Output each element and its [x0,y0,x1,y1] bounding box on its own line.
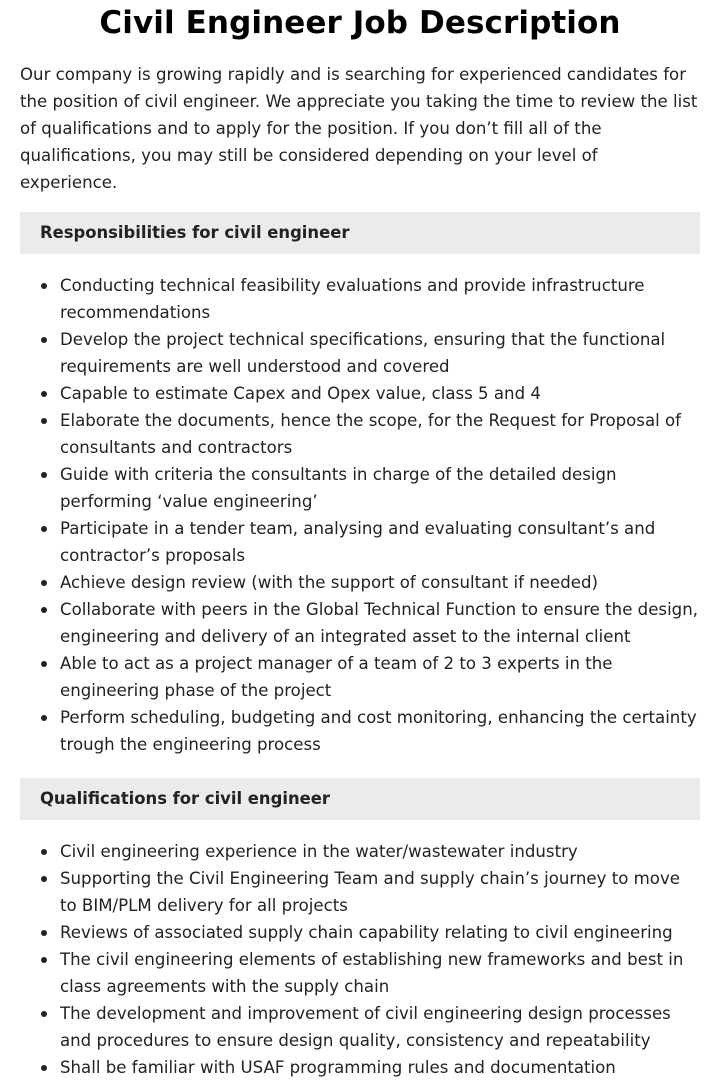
list-item: Develop the project technical specifications, ensuring that the functional requirements are well understood and covered [20,326,700,380]
list-item: Civil engineering experience in the water/wastewater industry [20,838,700,865]
page-title: Civil Engineer Job Description [99,5,621,41]
list-item: Elaborate the documents, hence the scope, for the Request for Proposal of consultants and contractors [20,407,700,461]
list-item: Shall be familiar with USAF programming rules and documentation [20,1054,700,1081]
list-item: Conducting technical feasibility evaluations and provide infrastructure recommendations [20,272,700,326]
list-item: Collaborate with peers in the Global Technical Function to ensure the design, engineering and delivery of an integrated asset to the internal client [20,596,700,650]
list-item: Guide with criteria the consultants in charge of the detailed design performing ‘value engineering’ [20,461,700,515]
list-item: Achieve design review (with the support of consultant if needed) [20,569,700,596]
list-item: Participate in a tender team, analysing and evaluating consultant’s and contractor’s proposals [20,515,700,569]
responsibilities-heading: Responsibilities for civil engineer [20,212,700,254]
list-item: Able to act as a project manager of a team of 2 to 3 experts in the engineering phase of the project [20,650,700,704]
list-item: The civil engineering elements of establishing new frameworks and best in class agreements with the supply chain [20,946,700,1000]
responsibilities-list [20,272,700,758]
list-item: Reviews of associated supply chain capability relating to civil engineering [20,919,700,946]
list-item: Supporting the Civil Engineering Team and supply chain’s journey to move to BIM/PLM delivery for all projects [20,865,700,919]
list-item: Capable to estimate Capex and Opex value, class 5 and 4 [20,380,700,407]
qualifications-list [20,838,700,1081]
intro-paragraph: Our company is growing rapidly and is searching for experienced candidates for the position of civil engineer. We appreciate you taking the time to review the list of qualifications and to apply for the position. If you don’t fill all of the qualifications, you may still be considered depending on your level of experience. [20,65,698,192]
list-item: The development and improvement of civil engineering design processes and procedures to ensure design quality, consistency and repeatability [20,1000,700,1054]
qualifications-heading: Qualifications for civil engineer [20,778,700,820]
list-item: Perform scheduling, budgeting and cost monitoring, enhancing the certainty trough the engineering process [20,704,700,758]
